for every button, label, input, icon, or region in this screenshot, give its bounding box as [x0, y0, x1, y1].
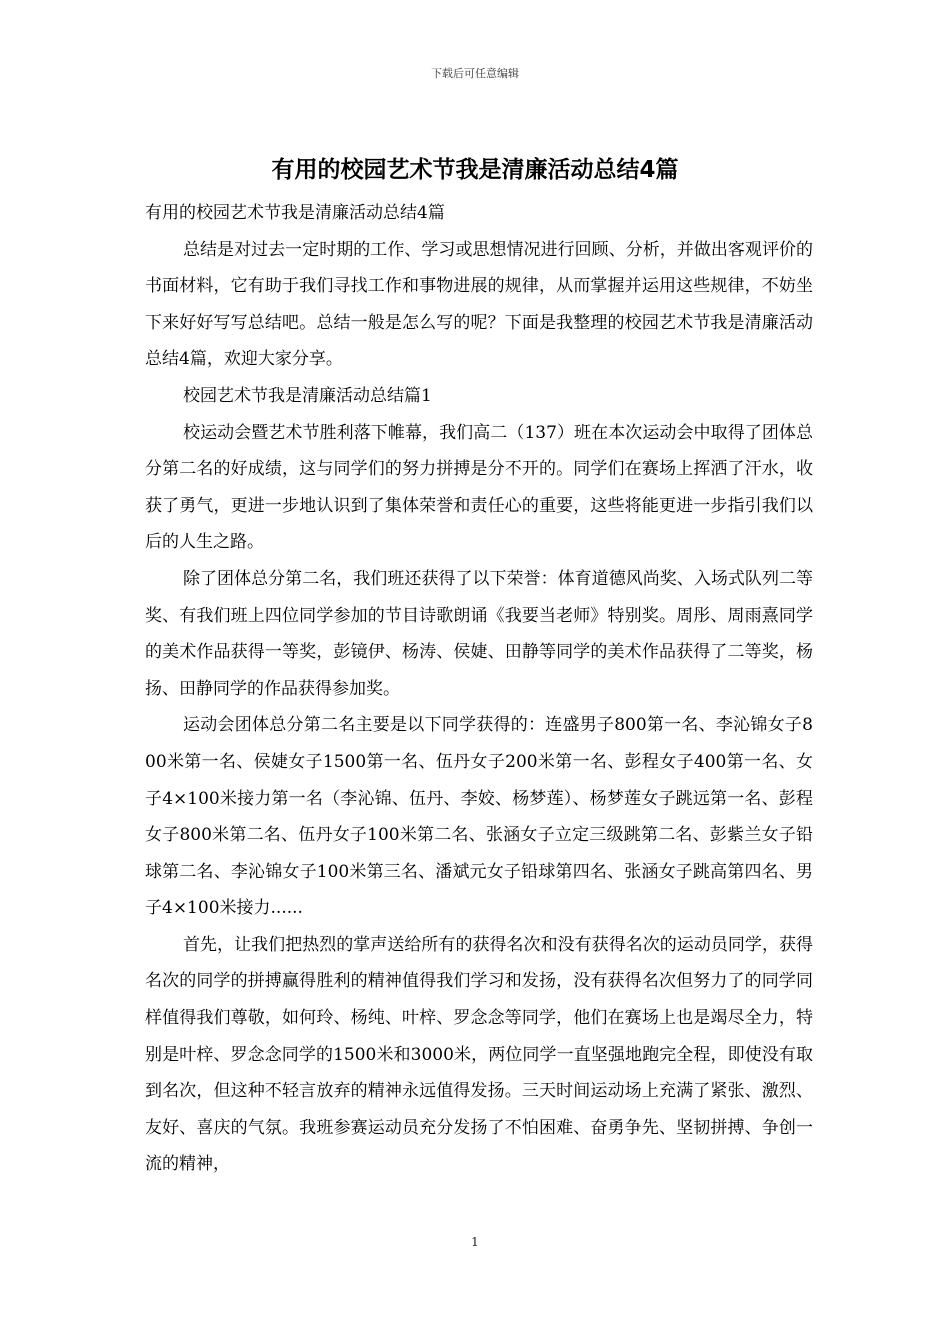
- page-number: 1: [471, 1235, 479, 1249]
- subtitle-paragraph: 有用的校园艺术节我是清廉活动总结4篇: [145, 203, 445, 223]
- intro-paragraph: 总结是对过去一定时期的工作、学习或思想情况进行回顾、分析，并做出客观评价的书面材料，它有助于我们寻找工作和事物进展的规律，从而掌握并运用这些规律，不妨坐下来好好写写总结吧。总结一般是怎么写的呢？下面是我整理的校园艺术节我是清廉活动总结4篇，欢迎大家分享。: [145, 239, 813, 370]
- section-heading: 校园艺术节我是清廉活动总结篇1: [183, 385, 432, 406]
- document-body: [145, 195, 813, 1183]
- body-paragraph: 运动会团体总分第二名主要是以下同学获得的：连盛男子800第一名、李沁锦女子800米第一名、侯婕女子1500第一名、伍丹女子200米第一名、彭程女子400第一名、女子4×100米接力第一名（李沁锦、伍丹、李姣、杨梦莲）、杨梦莲女子跳远第一名、彭程女子800米第二名、伍丹女子100米第二名、张涵女子立定三级跳第二名、彭紫兰女子铅球第二名、李沁锦女子100米第三名、潘斌元女子铅球第四名、张涵女子跳高第四名、男子4×100米接力......: [145, 715, 813, 919]
- header-note: 下载后可任意编辑: [431, 67, 519, 80]
- document-title: 有用的校园艺术节我是清廉活动总结4篇: [271, 157, 679, 183]
- body-paragraph: 校运动会暨艺术节胜利落下帷幕，我们高二（137）班在本次运动会中取得了团体总分第二名的好成绩，这与同学们的努力拼搏是分不开的。同学们在赛场上挥洒了汗水，收获了勇气，更进一步地认识到了集体荣誉和责任心的重要，这些将能更进一步指引我们以后的人生之路。: [145, 422, 813, 553]
- body-paragraph: 除了团体总分第二名，我们班还获得了以下荣誉：体育道德风尚奖、入场式队列二等奖、有我们班上四位同学参加的节目诗歌朗诵《我要当老师》特别奖。周彤、周雨熹同学的美术作品获得一等奖，彭镜伊、杨涛、侯婕、田静等同学的美术作品获得了二等奖，杨扬、田静同学的作品获得参加奖。: [145, 568, 813, 699]
- body-paragraph: 首先，让我们把热烈的掌声送给所有的获得名次和没有获得名次的运动员同学，获得名次的同学的拼搏赢得胜利的精神值得我们学习和发扬，没有获得名次但努力了的同学同样值得我们尊敬，如何玲、杨纯、叶梓、罗念念等同学，他们在赛场上也是竭尽全力，特别是叶梓、罗念念同学的1500米和3000米，两位同学一直坚强地跑完全程，即使没有取到名次，但这种不轻言放弃的精神永远值得发扬。三天时间运动场上充满了紧张、激烈、友好、喜庆的气氛。我班参赛运动员充分发扬了不怕困难、奋勇争先、坚韧拼搏、争创一流的精神，: [145, 934, 813, 1175]
